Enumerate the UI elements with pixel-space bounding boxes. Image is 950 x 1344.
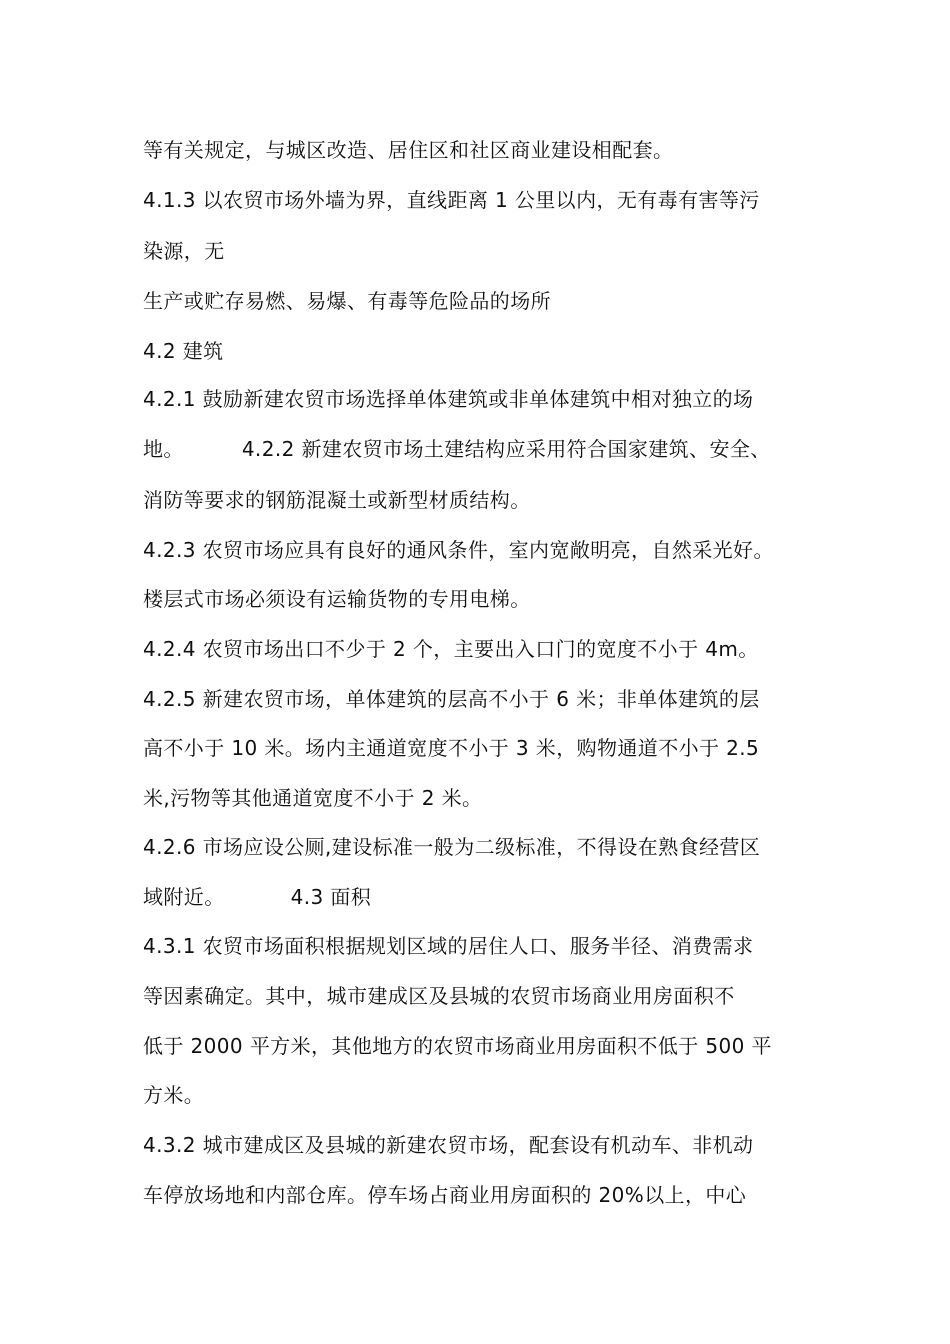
text-line: 等因素确定。其中，城市建成区及县城的农贸市场商业用房面积不 <box>143 984 735 1008</box>
section-heading: 4.3 面积 <box>290 885 372 909</box>
text-line: 楼层式市场必须设有运输货物的专用电梯。 <box>143 587 531 611</box>
text-fragment: 地。 <box>143 437 184 461</box>
text-fragment: 域附近。 <box>143 885 225 909</box>
text-line: 车停放场地和内部仓库。停车场占商业用房面积的 20%以上，中心 <box>143 1183 747 1207</box>
text-line: 4.3.1 农贸市场面积根据规划区域的居住人口、服务半径、消费需求 <box>143 934 754 958</box>
text-line: 4.1.3 以农贸市场外墙为界，直线距离 1 公里以内，无有毒有害等污 <box>143 188 760 212</box>
text-line: 4.3.2 城市建成区及县城的新建农贸市场，配套设有机动车、非机动 <box>143 1133 754 1157</box>
text-line: 4.2.3 农贸市场应具有良好的通风条件，室内宽敞明亮，自然采光好。 <box>143 538 774 562</box>
text-line: 生产或贮存易燃、易爆、有毒等危险品的场所 <box>143 289 551 313</box>
text-line: 4.2.6 市场应设公厕,建设标准一般为二级标准，不得设在熟食经营区 <box>143 835 761 859</box>
text-line: 米,污物等其他通道宽度不小于 2 米。 <box>143 786 483 810</box>
text-line: 高不小于 10 米。场内主通道宽度不小于 3 米，购物通道不小于 2.5 <box>143 736 760 760</box>
section-heading: 4.2 建筑 <box>143 339 224 363</box>
text-line: 4.2.4 农贸市场出口不少于 2 个，主要出入口门的宽度不小于 4m。 <box>143 637 759 661</box>
text-line: 等有关规定，与城区改造、居住区和社区商业建设相配套。 <box>143 138 674 162</box>
text-line: 方米。 <box>143 1083 205 1107</box>
text-fragment: 4.2.2 新建农贸市场土建结构应采用符合国家建筑、安全、 <box>241 437 771 461</box>
text-line: 染源，无 <box>143 239 225 263</box>
text-line: 4.2.5 新建农贸市场，单体建筑的层高不小于 6 米；非单体建筑的层 <box>143 687 760 711</box>
text-line: 低于 2000 平方米，其他地方的农贸市场商业用房面积不低于 500 平 <box>143 1034 772 1058</box>
text-line <box>143 883 371 911</box>
text-line <box>143 435 771 463</box>
text-line: 4.2.1 鼓励新建农贸市场选择单体建筑或非单体建筑中相对独立的场 <box>143 387 754 411</box>
text-line: 消防等要求的钢筋混凝土或新型材质结构。 <box>143 488 531 512</box>
